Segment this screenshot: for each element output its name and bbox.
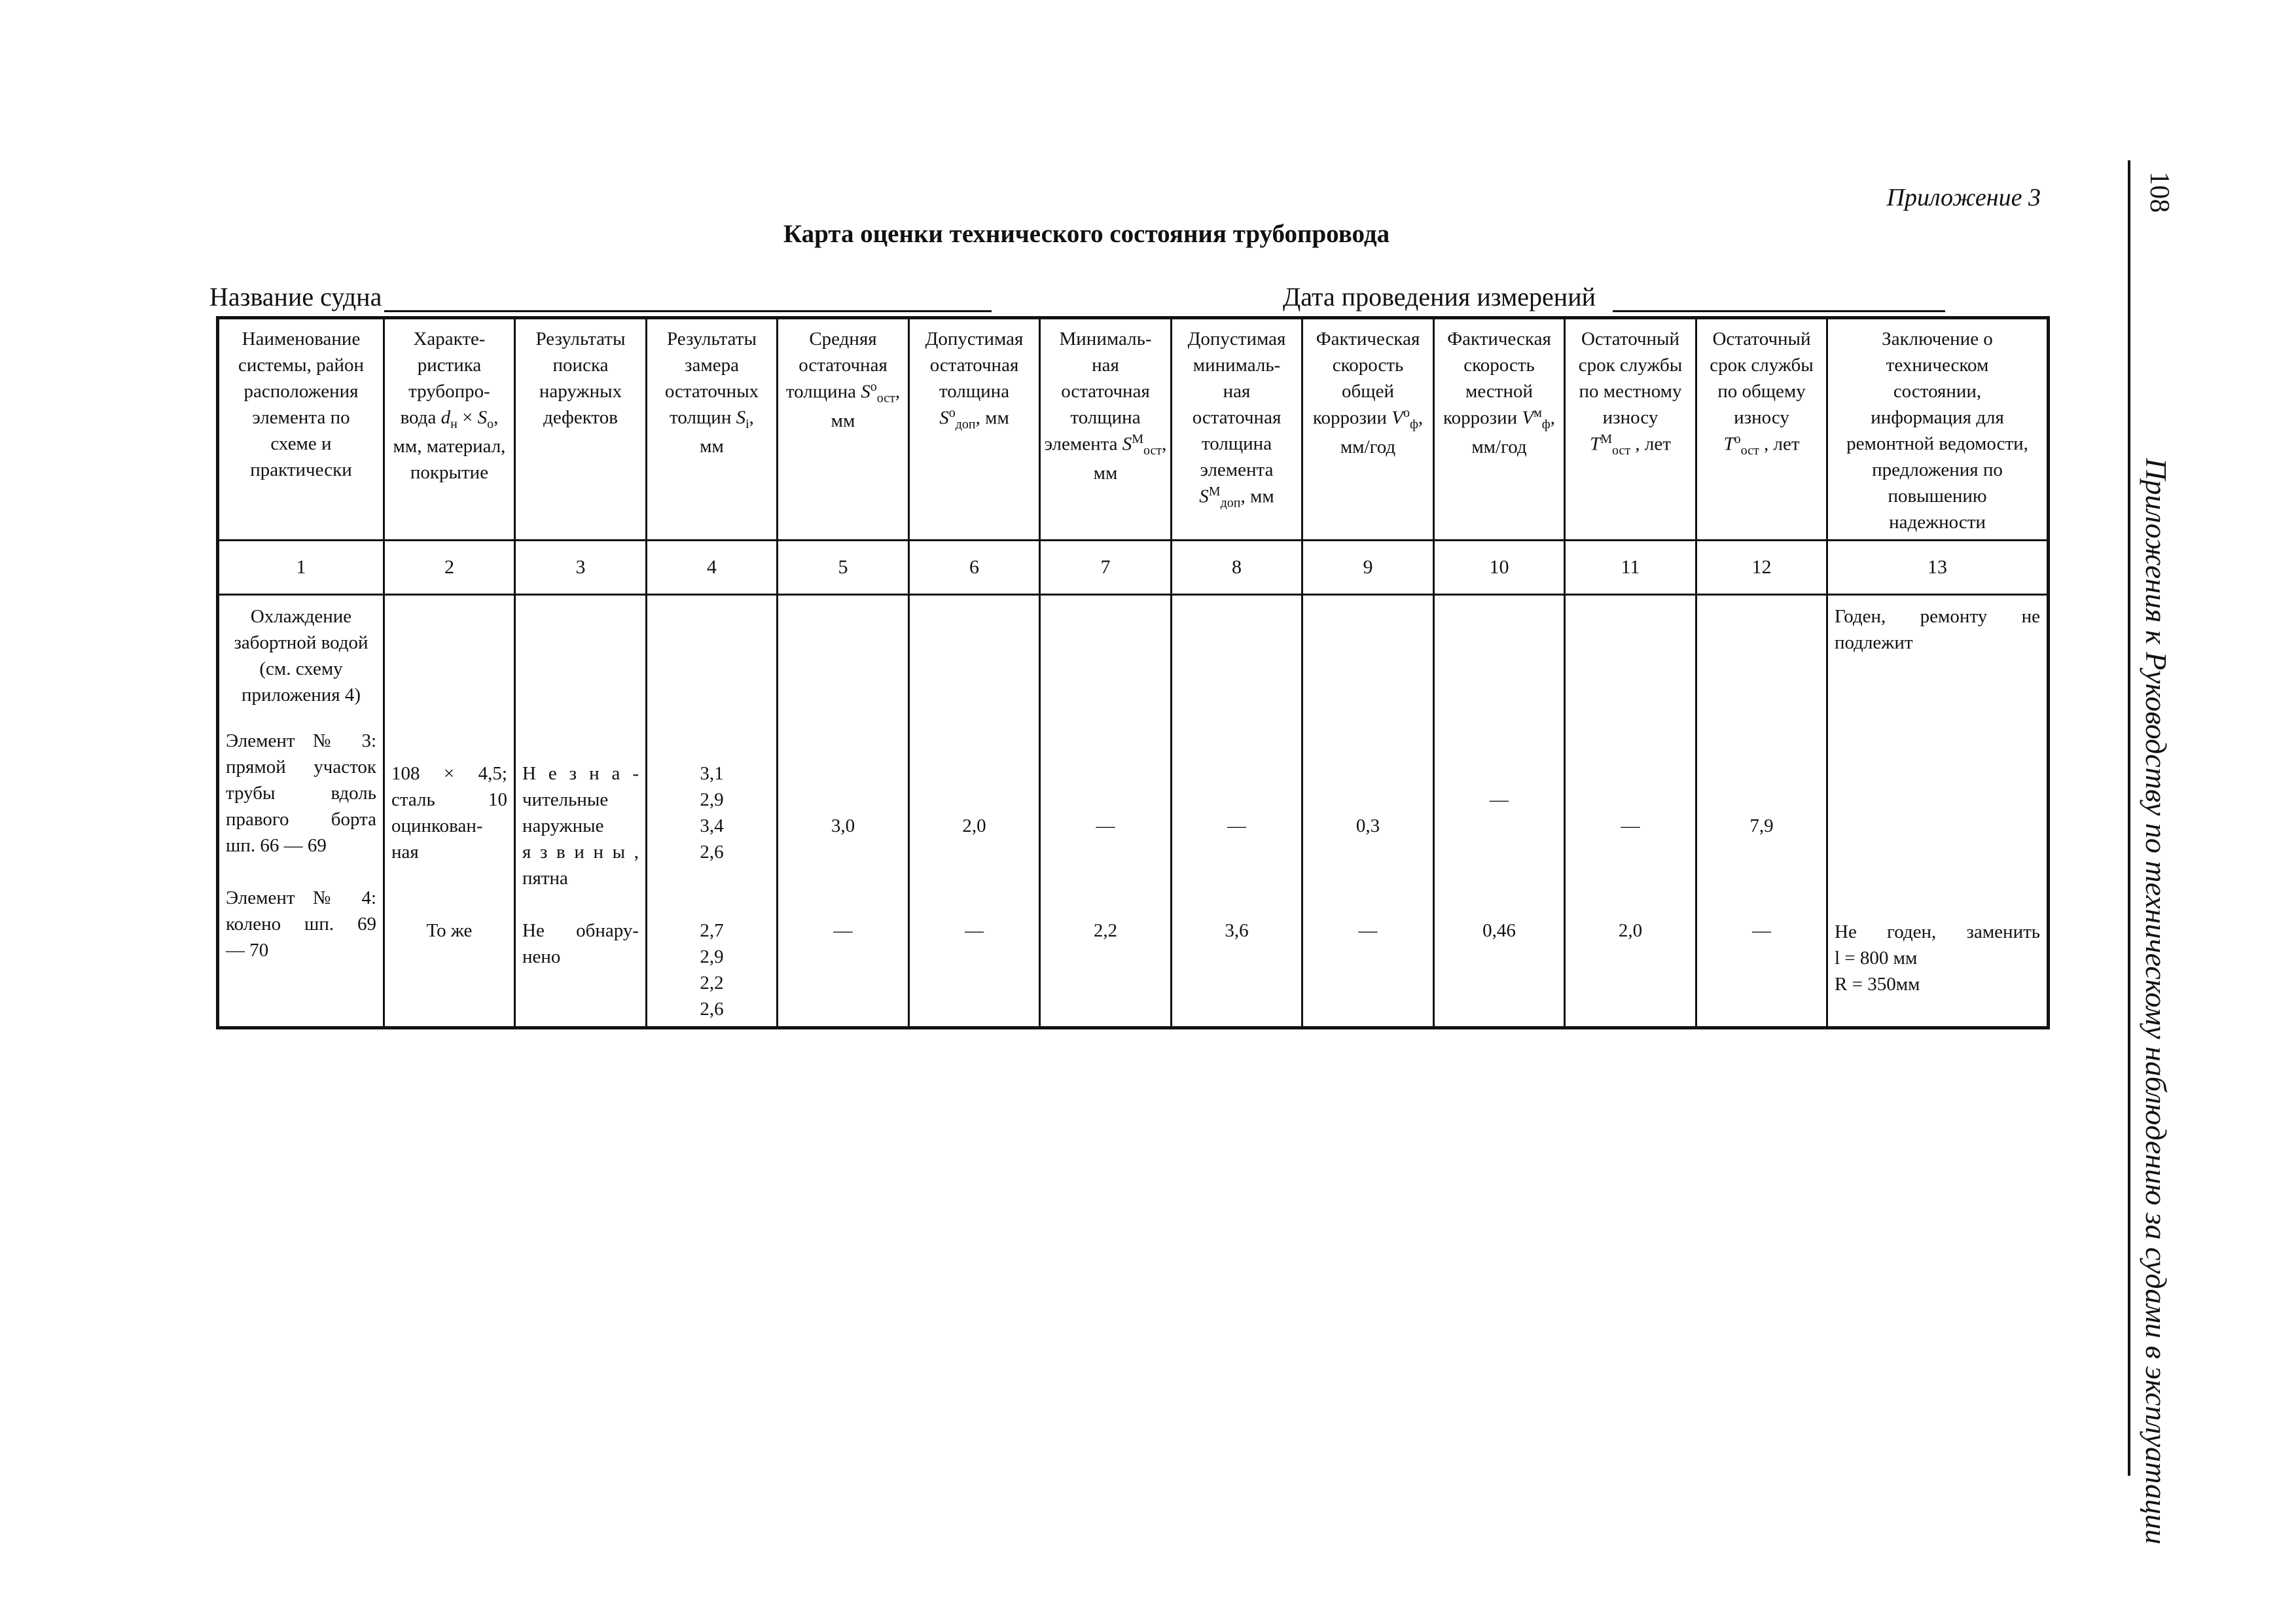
- header-general-corrosion: Фактическая скорость общей коррозии $V^о_ф$, мм/год: [1302, 318, 1434, 541]
- header-row: [218, 318, 2049, 541]
- ship-name-blank: [384, 287, 992, 312]
- running-head: Приложения к Руководству по техническому наблюдению за судами в эксплуатации: [2140, 458, 2173, 1544]
- cell-allowed: 2,0 —: [909, 595, 1040, 1028]
- column-number: 12: [1696, 541, 1827, 595]
- column-number: 5: [778, 541, 909, 595]
- header-defects: Результаты поиска наружных дефектов: [515, 318, 647, 541]
- cell-system-element: Охлаждение забортной водой (см. схему приложения 4) Элемент № 3: прямой участок трубы вдоль правого борта шп. 66 — 69 Элемент № 4: колено шп. 69 — 70: [218, 595, 384, 1028]
- ship-name-label: Название судна: [209, 282, 382, 312]
- header-min-thickness: Минималь- ная остаточная толщина элемента $S^М_{ост}$, мм: [1040, 318, 1172, 541]
- column-number: 13: [1827, 541, 2049, 595]
- appendix-label: Приложение 3: [1886, 184, 2041, 211]
- table-row: [218, 595, 2049, 1028]
- cell-min-allowed: — 3,6: [1172, 595, 1302, 1028]
- header-local-life: Остаточный срок службы по местному износу $T^М_{ост}$ , лет: [1565, 318, 1696, 541]
- header-measurements: Результаты замера остаточных толщин $S_i$, мм: [647, 318, 778, 541]
- header-general-life: Остаточный срок службы по общему износу $T^о_{ост}$ , лет: [1696, 318, 1827, 541]
- column-number: 8: [1172, 541, 1302, 595]
- column-number: 11: [1565, 541, 1696, 595]
- column-number: 6: [909, 541, 1040, 595]
- header-min-allowed-thickness: Допустимая минималь- ная остаточная толщина элемента $S^М_{доп}$, мм: [1172, 318, 1302, 541]
- cell-average: 3,0 —: [778, 595, 909, 1028]
- measure-date-label: Дата проведения измерений: [1283, 282, 1596, 312]
- header-average-thickness: Средняя остаточная толщина $S^о_{ост}$, мм: [778, 318, 909, 541]
- page-number: 108: [2144, 171, 2174, 213]
- header-local-corrosion: Фактическая скорость местной коррозии $V^м_ф$, мм/год: [1434, 318, 1565, 541]
- header-conclusion: Заключение о техническом состоянии, информация для ремонтной ведомости, предложения по повышению надежности: [1827, 318, 2049, 541]
- column-number: 2: [384, 541, 515, 595]
- measure-date-blank: [1613, 287, 1945, 312]
- ship-name-field: [209, 281, 992, 312]
- column-number-row: [218, 541, 2049, 595]
- cell-min: — 2,2: [1040, 595, 1172, 1028]
- page-title: Карта оценки технического состояния трубопровода: [783, 220, 1390, 248]
- header-characteristic: Характе- ристика трубопро- вода $d_н \times S_о$, мм, материал, покрытие: [384, 318, 515, 541]
- cell-t-general: 7,9 —: [1696, 595, 1827, 1028]
- cell-t-local: — 2,0: [1565, 595, 1696, 1028]
- column-number: 10: [1434, 541, 1565, 595]
- column-number: 3: [515, 541, 647, 595]
- cell-thicknesses: 3,1 2,9 3,4 2,6 2,7 2,9 2,2 2,6: [647, 595, 778, 1028]
- column-number: 7: [1040, 541, 1172, 595]
- column-number: 9: [1302, 541, 1434, 595]
- side-rule: [2128, 160, 2130, 1476]
- cell-defects: Н е з н а - чительные наружные я з в и н ы , пятна Не обнару- нено: [515, 595, 647, 1028]
- header-system: Наименование системы, район расположения элемента по схеме и практически: [218, 318, 384, 541]
- cell-v-general: 0,3 —: [1302, 595, 1434, 1028]
- measure-date-field: [1283, 281, 1945, 312]
- assessment-table: [216, 316, 2050, 1029]
- cell-characteristic: 108 × 4,5; сталь 10 оцинкован- ная То же: [384, 595, 515, 1028]
- header-allowed-thickness: Допустимая остаточная толщина $S^о_{доп}$, мм: [909, 318, 1040, 541]
- column-number: 4: [647, 541, 778, 595]
- cell-v-local: — 0,46: [1434, 595, 1565, 1028]
- column-number: 1: [218, 541, 384, 595]
- cell-conclusion: Годен, ремонту не подлежит Не годен, заменить l = 800 мм R = 350мм: [1827, 595, 2049, 1028]
